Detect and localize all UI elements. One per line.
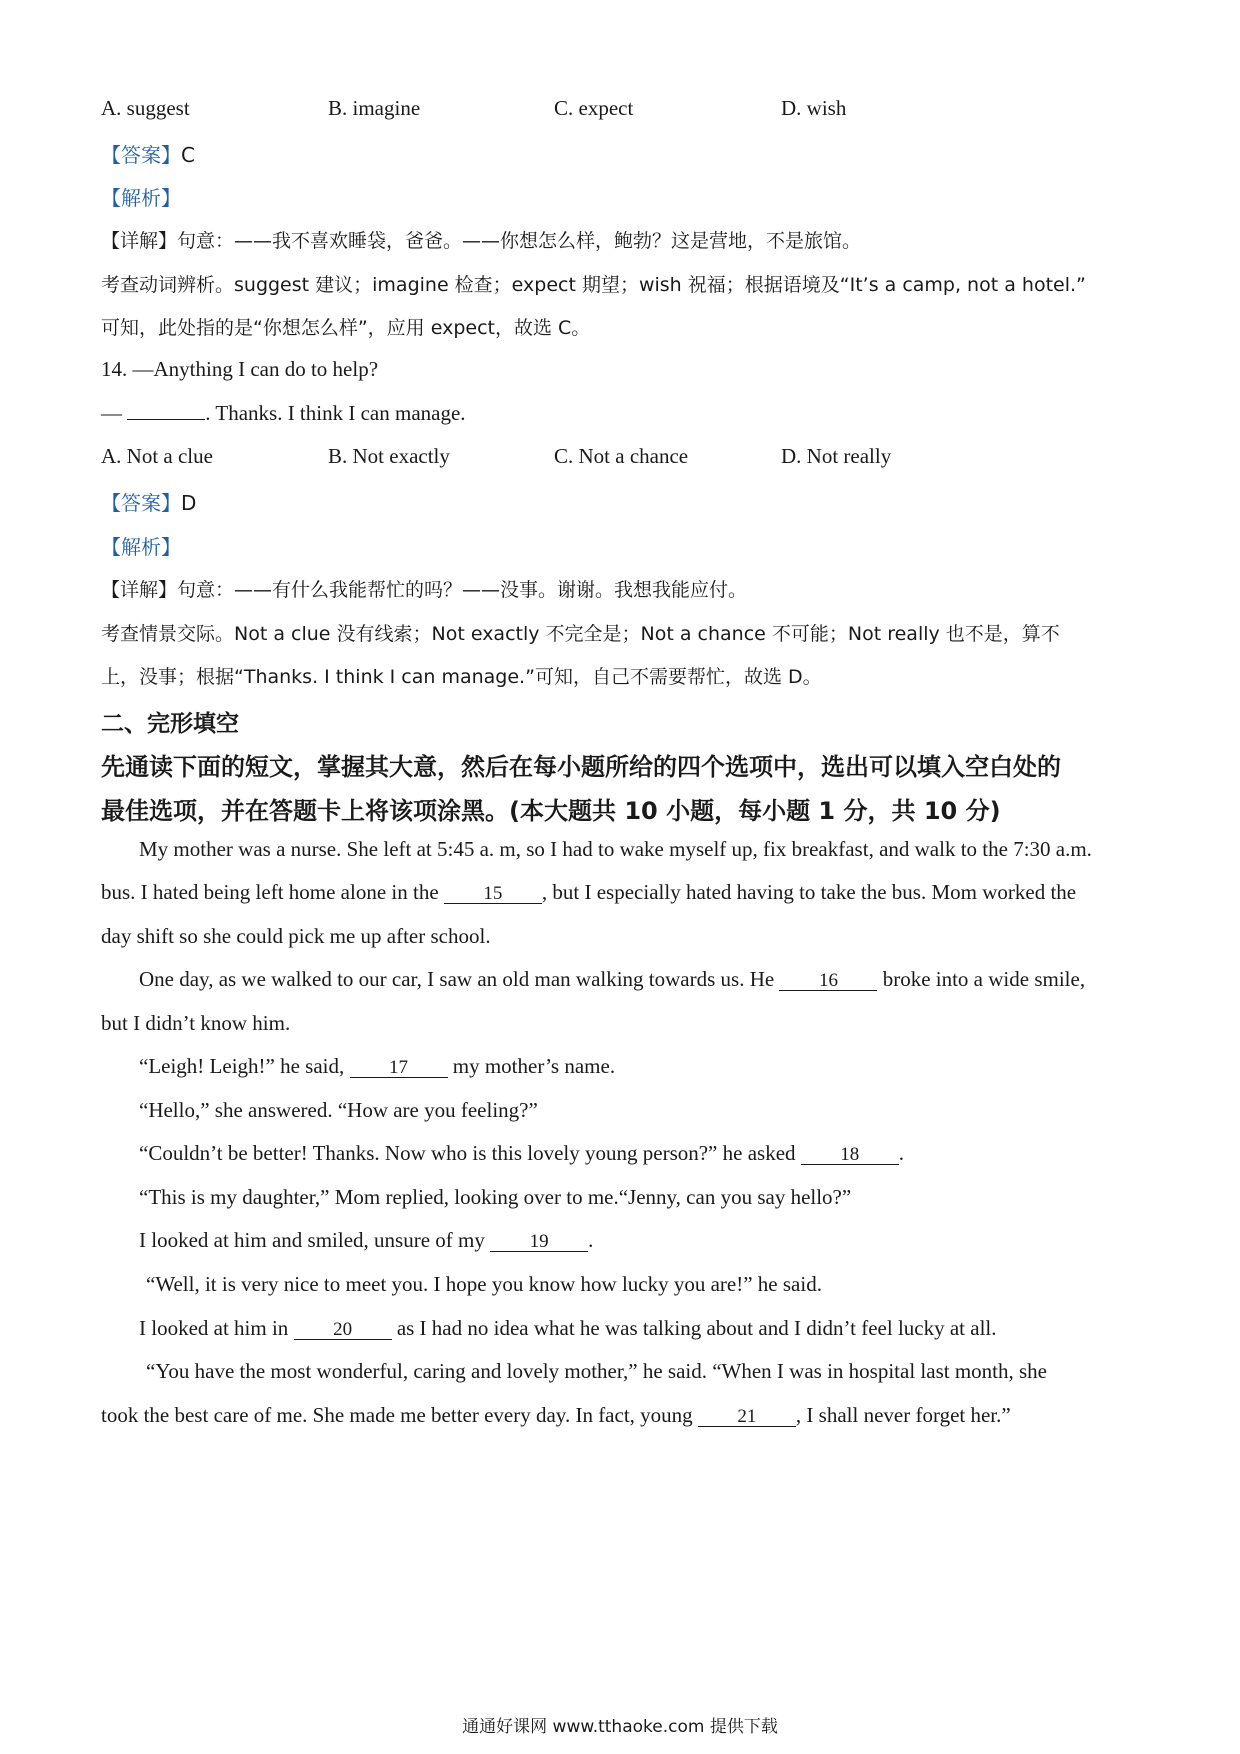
text-segment: broke into a wide smile, [877, 967, 1086, 991]
text-segment: I looked at him and smiled, unsure of my [139, 1228, 491, 1252]
text-segment: . [588, 1228, 594, 1252]
text-segment: I looked at him in [139, 1316, 294, 1340]
q14-explanation-line1: 考查情景交际。Not a clue 没有线索；Not exactly 不完全是；Not a chance 不可能；Not really 也不是，算不 [101, 623, 1060, 645]
q14-reply-suffix: . Thanks. I think I can manage. [205, 401, 466, 425]
q14-answer [101, 487, 196, 516]
passage-p1-line3: day shift so she could pick me up after school. [101, 924, 491, 948]
text-segment: bus. I hated being left home alone in the [101, 880, 444, 904]
q13-analysis-tag: 【解析】 [101, 186, 181, 210]
page-footer: 通通好课网 www.tthaoke.com 提供下载 [462, 1717, 778, 1737]
passage-p1-line1: My mother was a nurse. She left at 5:45 a. m, so I had to wake myself up, fix breakfast, and walk to the 7:30 a.m. [139, 837, 1092, 861]
q14-option-a: A. Not a clue [101, 444, 213, 468]
text-segment: , but I especially hated having to take the bus. Mom worked the [541, 880, 1077, 904]
passage-p9 [139, 1316, 997, 1341]
q14-explanation-line2: 上，没事；根据“Thanks. I think I can manage.”可知，自己不需要帮忙，故选 D。 [101, 666, 822, 688]
passage-p6: “This is my daughter,” Mom replied, looking over to me.“Jenny, can you say hello?” [139, 1185, 852, 1209]
text-segment: . [898, 1141, 905, 1165]
text-segment: , I shall never forget her.” [795, 1403, 1011, 1427]
blank-15: 15 [444, 885, 542, 904]
answer-tag: 【答案】 [101, 143, 181, 167]
blank-20: 20 [294, 1321, 392, 1340]
answer-value: C [181, 143, 195, 167]
q14-question: 14. —Anything I can do to help? [101, 357, 379, 381]
passage-p7 [139, 1228, 593, 1253]
blank-21: 21 [698, 1408, 796, 1427]
q13-option-d: D. wish [781, 96, 847, 120]
section-intro-line2: 最佳选项，并在答题卡上将该项涂黑。(本大题共 10 小题，每小题 1 分，共 10 分) [101, 797, 1001, 825]
blank-19: 19 [490, 1233, 588, 1252]
q13-option-b: B. imagine [328, 96, 421, 120]
q14-detail [101, 575, 747, 602]
passage-p10-line1: “You have the most wonderful, caring and lovely mother,” he said. “When I was in hospital last month, she [146, 1359, 1047, 1383]
q13-detail [101, 226, 861, 253]
detail-text: 句意：——我不喜欢睡袋，爸爸。——你想怎么样，鲍勃？这是营地，不是旅馆。 [177, 230, 862, 252]
detail-text: 句意：——有什么我能帮忙的吗？——没事。谢谢。我想我能应付。 [177, 579, 748, 601]
section-intro-line1: 先通读下面的短文，掌握其大意，然后在每小题所给的四个选项中，选出可以填入空白处的 [101, 753, 1061, 781]
q14-option-c: C. Not a chance [554, 444, 689, 468]
passage-p2-line1 [139, 967, 1085, 992]
answer-tag: 【答案】 [101, 491, 181, 515]
passage-p10-line2 [101, 1403, 1011, 1428]
passage-p8: “Well, it is very nice to meet you. I hope you know how lucky you are!” he said. [146, 1272, 822, 1296]
blank-16: 16 [779, 972, 877, 991]
q13-answer [101, 139, 195, 168]
text-segment: as I had no idea what he was talking about and I didn’t feel lucky at all. [391, 1316, 997, 1340]
q14-reply-prefix: — [101, 401, 128, 425]
q13-explanation-line1: 考查动词辨析。suggest 建议；imagine 检查；expect 期望；wish 祝福；根据语境及“It’s a camp, not a hotel.” [101, 274, 1086, 296]
text-segment: One day, as we walked to our car, I saw an old man walking towards us. He [139, 967, 780, 991]
q14-analysis-tag: 【解析】 [101, 535, 181, 559]
passage-p1-line2 [101, 880, 1076, 905]
q14-reply [101, 401, 466, 426]
text-segment: my mother’s name. [447, 1054, 616, 1078]
text-segment: “Leigh! Leigh!” he said, [139, 1054, 350, 1078]
blank-17: 17 [350, 1059, 448, 1078]
q13-option-c: C. expect [554, 96, 634, 120]
q13-option-a: A. suggest [101, 96, 190, 120]
detail-tag: 【详解】 [101, 579, 178, 601]
text-segment: “Couldn’t be better! Thanks. Now who is this lovely young person?” he asked [139, 1141, 801, 1165]
answer-value: D [181, 491, 197, 515]
q14-option-b: B. Not exactly [328, 444, 450, 468]
q14-blank [127, 419, 205, 420]
q13-explanation-line2: 可知，此处指的是“你想怎么样”，应用 expect，故选 C。 [101, 317, 591, 339]
section-heading: 二、完形填空 [101, 711, 239, 737]
text-segment: took the best care of me. She made me better every day. In fact, young [101, 1403, 698, 1427]
passage-p3 [139, 1054, 615, 1079]
passage-p2-line2: but I didn’t know him. [101, 1011, 291, 1035]
passage-p4: “Hello,” she answered. “How are you feeling?” [139, 1098, 538, 1122]
q14-option-d: D. Not really [781, 444, 892, 468]
passage-p5 [139, 1141, 904, 1166]
blank-18: 18 [801, 1146, 899, 1165]
detail-tag: 【详解】 [101, 230, 178, 252]
